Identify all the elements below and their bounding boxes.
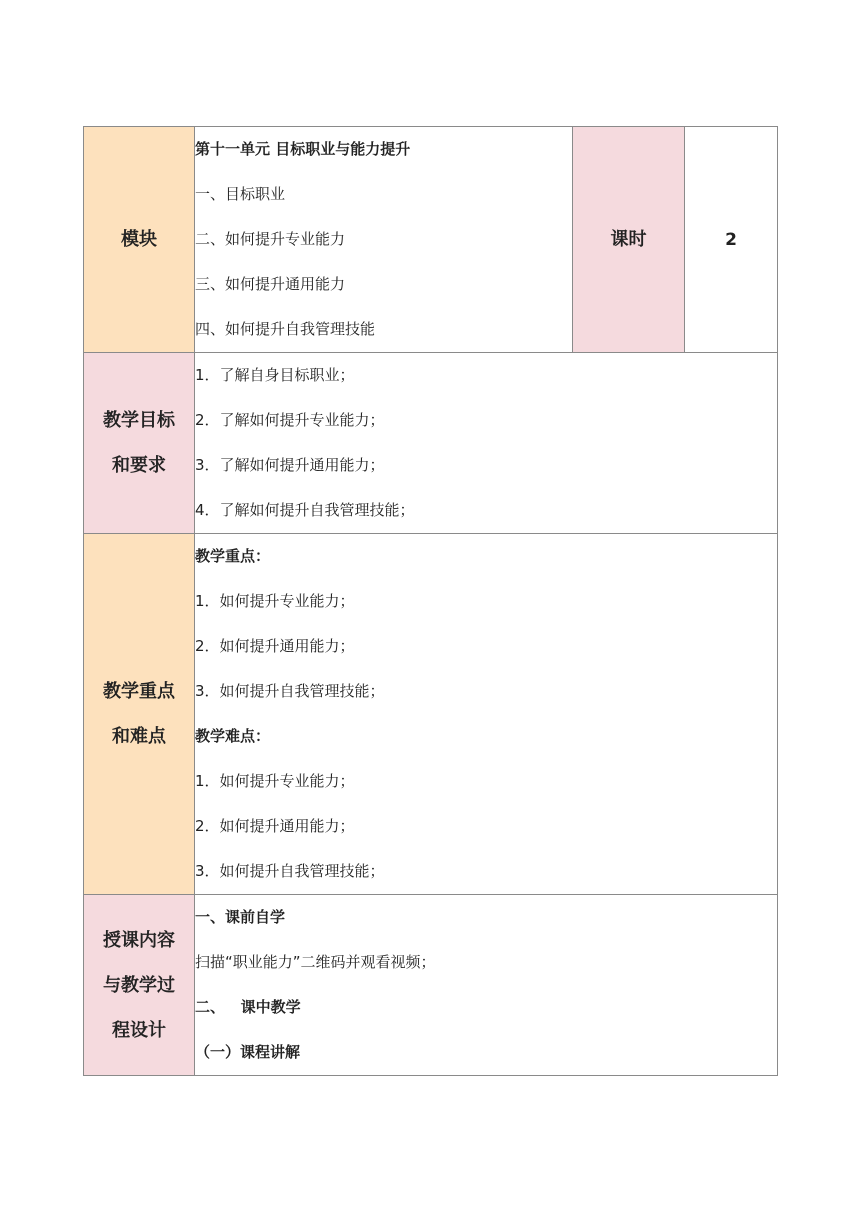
focus-item: 3．如何提升自我管理技能； [195, 682, 385, 700]
lecture-heading: （一）课程讲解 [195, 1043, 301, 1061]
objectives-row [84, 353, 778, 534]
objectives-label-line: 教学目标 [103, 410, 175, 431]
difficulty-item: 3．如何提升自我管理技能； [195, 862, 385, 880]
difficulty-item: 2．如何提升通用能力； [195, 817, 355, 835]
module-item: 三、如何提升通用能力 [195, 275, 346, 293]
objective-item: 2．了解如何提升专业能力； [195, 411, 385, 429]
lesson-plan-table [83, 126, 778, 1076]
objectives-label [84, 353, 195, 534]
objectives-label-line: 和要求 [112, 455, 166, 476]
focus-item: 1．如何提升专业能力； [195, 592, 355, 610]
module-title: 第十一单元 目标职业与能力提升 [195, 140, 411, 158]
process-content [195, 895, 778, 1076]
hours-value: 2 [685, 127, 778, 353]
objectives-content [195, 353, 778, 534]
difficulty-item: 1．如何提升专业能力； [195, 772, 355, 790]
module-item: 四、如何提升自我管理技能 [195, 320, 376, 338]
key-points-content [195, 534, 778, 895]
process-label-line: 与教学过 [103, 974, 175, 996]
hours-label: 课时 [573, 127, 685, 353]
objective-item: 1．了解自身目标职业； [195, 366, 355, 384]
objective-item: 3．了解如何提升通用能力； [195, 456, 385, 474]
module-content [195, 127, 573, 353]
module-item: 二、如何提升专业能力 [195, 230, 346, 248]
module-item: 一、目标职业 [195, 185, 286, 203]
module-row [84, 127, 778, 353]
key-points-label-line: 教学重点 [103, 681, 175, 702]
process-label-line: 授课内容 [103, 929, 175, 951]
focus-heading: 教学重点： [195, 547, 271, 565]
process-label [84, 895, 195, 1076]
module-label: 模块 [84, 127, 195, 353]
objective-item: 4．了解如何提升自我管理技能； [195, 501, 415, 519]
pre-class-heading: 一、课前自学 [195, 908, 286, 926]
focus-item: 2．如何提升通用能力； [195, 637, 355, 655]
key-points-row [84, 534, 778, 895]
process-label-line: 程设计 [112, 1019, 166, 1041]
key-points-label [84, 534, 195, 895]
in-class-heading: 二、 课中教学 [195, 998, 301, 1016]
difficulty-heading: 教学难点： [195, 727, 271, 745]
key-points-label-line: 和难点 [112, 726, 166, 747]
process-row [84, 895, 778, 1076]
pre-class-text: 扫描“职业能力”二维码并观看视频； [195, 953, 436, 971]
